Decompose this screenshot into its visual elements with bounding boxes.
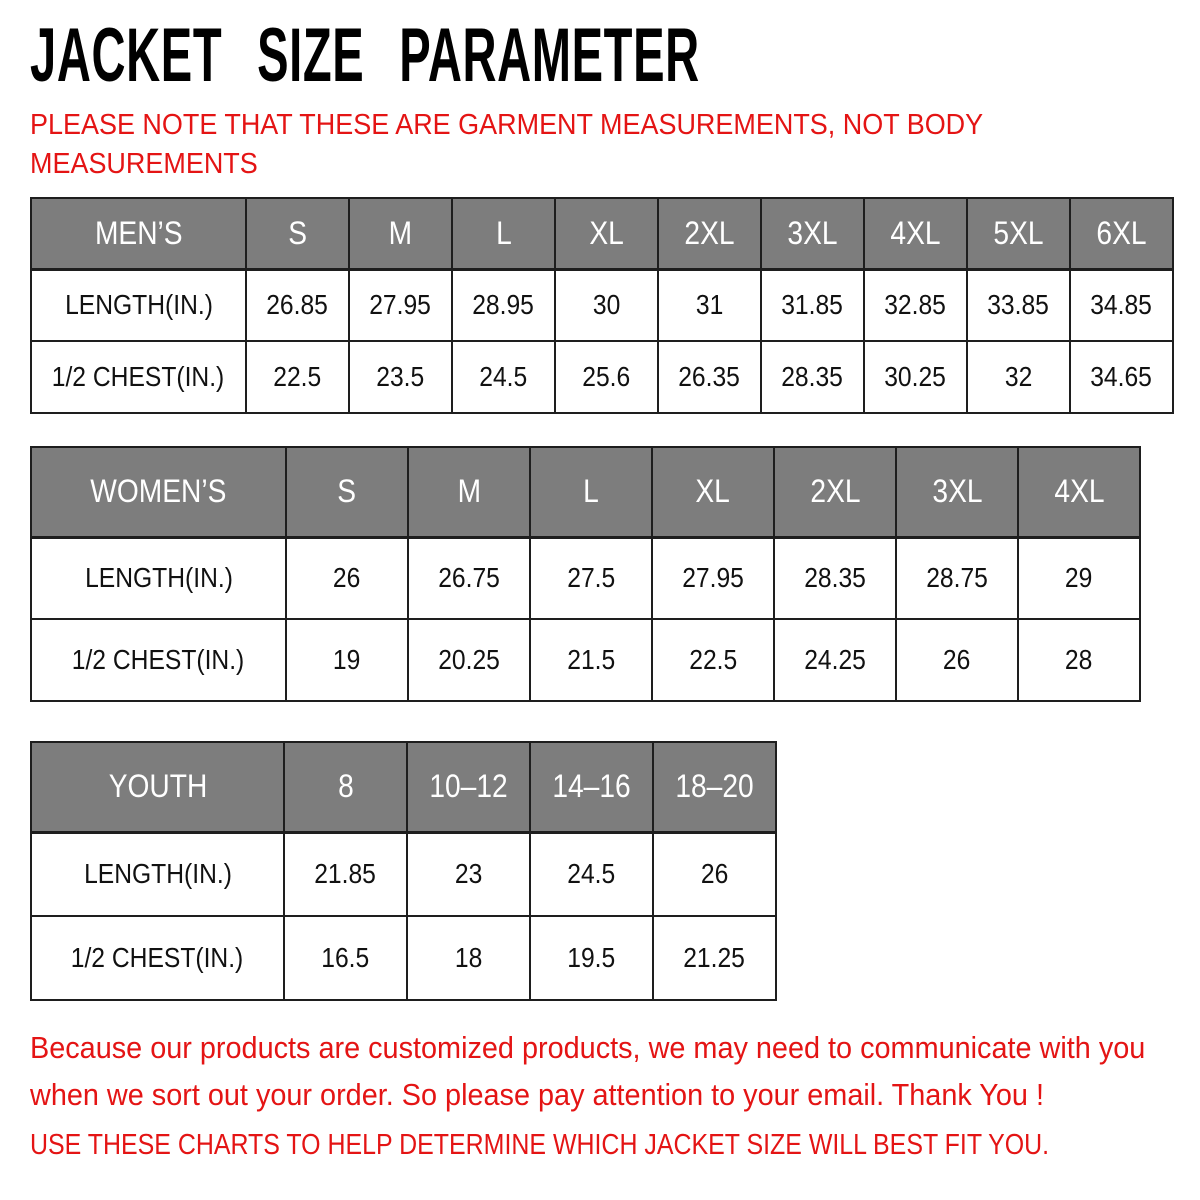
measurement-value [407,832,530,916]
measurement-value [761,341,864,413]
mens-size-column-header [452,198,555,269]
measurement-value-text: 18 [454,942,483,973]
mens-size-column-header [246,198,349,269]
measurement-label [31,916,284,1000]
womens-size-column-header [774,447,896,537]
measurement-value-text: 16.5 [321,942,370,973]
measurement-value-text: 26 [333,562,361,594]
measurement-value [653,832,776,916]
measurement-label-text: 1/2 CHEST(IN.) [72,644,245,675]
measurement-value-text: 28.75 [926,562,988,594]
mens-size-column-header [967,198,1070,269]
chart-usage-note-text: USE THESE CHARTS TO HELP DETERMINE WHICH JACKET SIZE WILL BEST FIT YOU. [30,1129,1050,1161]
womens-size-column-header [1018,447,1140,537]
custom-product-note-line2: when we sort out your order. So please pay attention to your email. Thank You ! [30,1077,1044,1112]
measurement-label-text: 1/2 CHEST(IN.) [52,361,225,392]
measurement-label [31,832,284,916]
measurement-value-text: 33.85 [987,289,1050,321]
measurement-value-text: 19.5 [567,942,616,973]
womens-size-column-header [408,447,530,537]
header-cell-text: M [388,214,413,251]
measurement-value-text: 23 [454,858,483,890]
youth-size-column-header [284,742,407,832]
measurement-value [286,619,408,701]
youth-group-label [31,742,284,832]
measurement-value [896,619,1018,701]
measurement-value [284,832,407,916]
womens-measurement-row [31,619,1140,701]
measurement-value-text: 27.5 [567,562,615,594]
measurement-value-text: 26.35 [678,361,741,392]
measurement-value [1070,269,1173,341]
youth-size-table [30,741,777,1001]
womens-size-table [30,446,1141,702]
measurement-value-text: 30.25 [884,361,947,392]
measurement-value [658,269,761,341]
header-cell-text: 18–20 [675,768,754,805]
garment-measurement-note-line2: MEASUREMENTS [30,148,258,180]
mens-size-column-header [864,198,967,269]
measurement-value [349,269,452,341]
measurement-value [864,341,967,413]
measurement-value-text: 26 [943,644,971,675]
measurement-value [653,916,776,1000]
measurement-label-text: 1/2 CHEST(IN.) [71,942,244,973]
mens-measurement-row [31,341,1173,413]
header-cell-text: 6XL [1096,214,1147,251]
measurement-value [555,269,658,341]
header-cell-text: S [337,473,357,510]
custom-product-note [30,1024,1200,1118]
measurement-value-text: 29 [1065,562,1093,594]
header-cell-text: 3XL [787,214,838,251]
measurement-value [286,537,408,619]
measurement-label [31,341,246,413]
measurement-value [774,619,896,701]
womens-size-column-header [652,447,774,537]
mens-header-row [31,198,1173,269]
header-cell-text: L [583,473,599,510]
measurement-value-text: 23.5 [376,361,425,392]
measurement-value-text: 27.95 [682,562,744,594]
header-cell-text: 4XL [1053,473,1105,510]
womens-size-column-header [286,447,408,537]
header-cell-text: 8 [337,768,354,805]
header-cell-text: WOMEN’S [90,473,227,510]
measurement-value-text: 26.85 [266,289,329,321]
measurement-value-text: 30 [592,289,621,321]
measurement-value-text: 28.95 [472,289,535,321]
measurement-value-text: 20.25 [438,644,500,675]
garment-measurement-note-line1: PLEASE NOTE THAT THESE ARE GARMENT MEASUREMENTS, NOT BODY [30,109,984,141]
measurement-value-text: 27.95 [369,289,432,321]
measurement-value [530,832,653,916]
youth-table-grid [30,741,777,1001]
measurement-value-text: 26 [700,858,729,890]
header-cell-text: 4XL [890,214,941,251]
measurement-value [530,619,652,701]
custom-product-note-line1: Because our products are customized products, we may need to communicate with you [30,1030,1146,1065]
measurement-value [452,269,555,341]
measurement-value-text: 22.5 [273,361,322,392]
measurement-value-text: 21.85 [314,858,377,890]
measurement-value-text: 24.5 [567,858,616,890]
measurement-value [896,537,1018,619]
measurement-value [1018,537,1140,619]
measurement-value [407,916,530,1000]
measurement-value-text: 26.75 [438,562,500,594]
measurement-value-text: 28.35 [804,562,866,594]
measurement-label-text: LENGTH(IN.) [84,562,233,594]
header-cell-text: 10–12 [429,768,508,805]
header-cell-text: L [495,214,512,251]
mens-size-column-header [1070,198,1173,269]
youth-measurement-row [31,832,776,916]
mens-size-table [30,197,1174,414]
mens-size-column-header [658,198,761,269]
measurement-value [452,341,555,413]
measurement-value [652,537,774,619]
youth-size-column-header [407,742,530,832]
measurement-value [967,269,1070,341]
measurement-value-text: 31 [695,289,724,321]
womens-size-column-header [530,447,652,537]
garment-measurement-note [30,106,1055,184]
measurement-value-text: 28.35 [781,361,844,392]
measurement-value [967,341,1070,413]
measurement-value-text: 34.65 [1090,361,1153,392]
measurement-value [530,537,652,619]
measurement-label-text: LENGTH(IN.) [64,289,213,321]
measurement-value [408,619,530,701]
header-cell-text: S [288,214,307,251]
measurement-value [246,269,349,341]
measurement-value-text: 32 [1004,361,1033,392]
header-cell-text: 14–16 [552,768,631,805]
header-cell-text: 2XL [809,473,861,510]
youth-header-row [31,742,776,832]
measurement-value [1070,341,1173,413]
measurement-value-text: 21.25 [683,942,746,973]
header-cell-text: 2XL [684,214,735,251]
mens-measurement-row [31,269,1173,341]
header-cell-text: XL [589,214,624,251]
womens-header-row [31,447,1140,537]
header-cell-text: MEN’S [94,214,183,251]
womens-group-label [31,447,286,537]
measurement-value-text: 22.5 [689,644,737,675]
measurement-value-text: 31.85 [781,289,844,321]
measurement-value [1018,619,1140,701]
header-cell-text: 5XL [993,214,1044,251]
mens-group-label [31,198,246,269]
measurement-value [408,537,530,619]
mens-size-column-header [349,198,452,269]
page-title: JACKET SIZE PARAMETER [30,13,700,98]
header-cell-text: M [457,473,481,510]
measurement-label [31,537,286,619]
measurement-label [31,619,286,701]
youth-size-column-header [653,742,776,832]
measurement-value-text: 19 [333,644,361,675]
measurement-value-text: 34.85 [1090,289,1153,321]
header-cell-text: 3XL [931,473,983,510]
measurement-value-text: 24.5 [479,361,528,392]
womens-size-column-header [896,447,1018,537]
measurement-value [761,269,864,341]
header-cell-text: XL [695,473,731,510]
womens-table-grid [30,446,1141,702]
measurement-value-text: 32.85 [884,289,947,321]
mens-size-column-header [761,198,864,269]
womens-measurement-row [31,537,1140,619]
measurement-value [652,619,774,701]
measurement-value [555,341,658,413]
measurement-value-text: 21.5 [567,644,615,675]
youth-size-column-header [530,742,653,832]
mens-table-grid [30,197,1174,414]
measurement-value [284,916,407,1000]
measurement-value [349,341,452,413]
measurement-value-text: 28 [1065,644,1093,675]
measurement-value-text: 25.6 [582,361,631,392]
measurement-value [774,537,896,619]
measurement-value [246,341,349,413]
chart-usage-note [30,1127,1200,1163]
measurement-label [31,269,246,341]
measurement-value [864,269,967,341]
measurement-label-text: LENGTH(IN.) [83,858,232,890]
measurement-value-text: 24.25 [804,644,866,675]
youth-measurement-row [31,916,776,1000]
measurement-value [530,916,653,1000]
measurement-value [658,341,761,413]
header-cell-text: YOUTH [108,768,207,805]
mens-size-column-header [555,198,658,269]
